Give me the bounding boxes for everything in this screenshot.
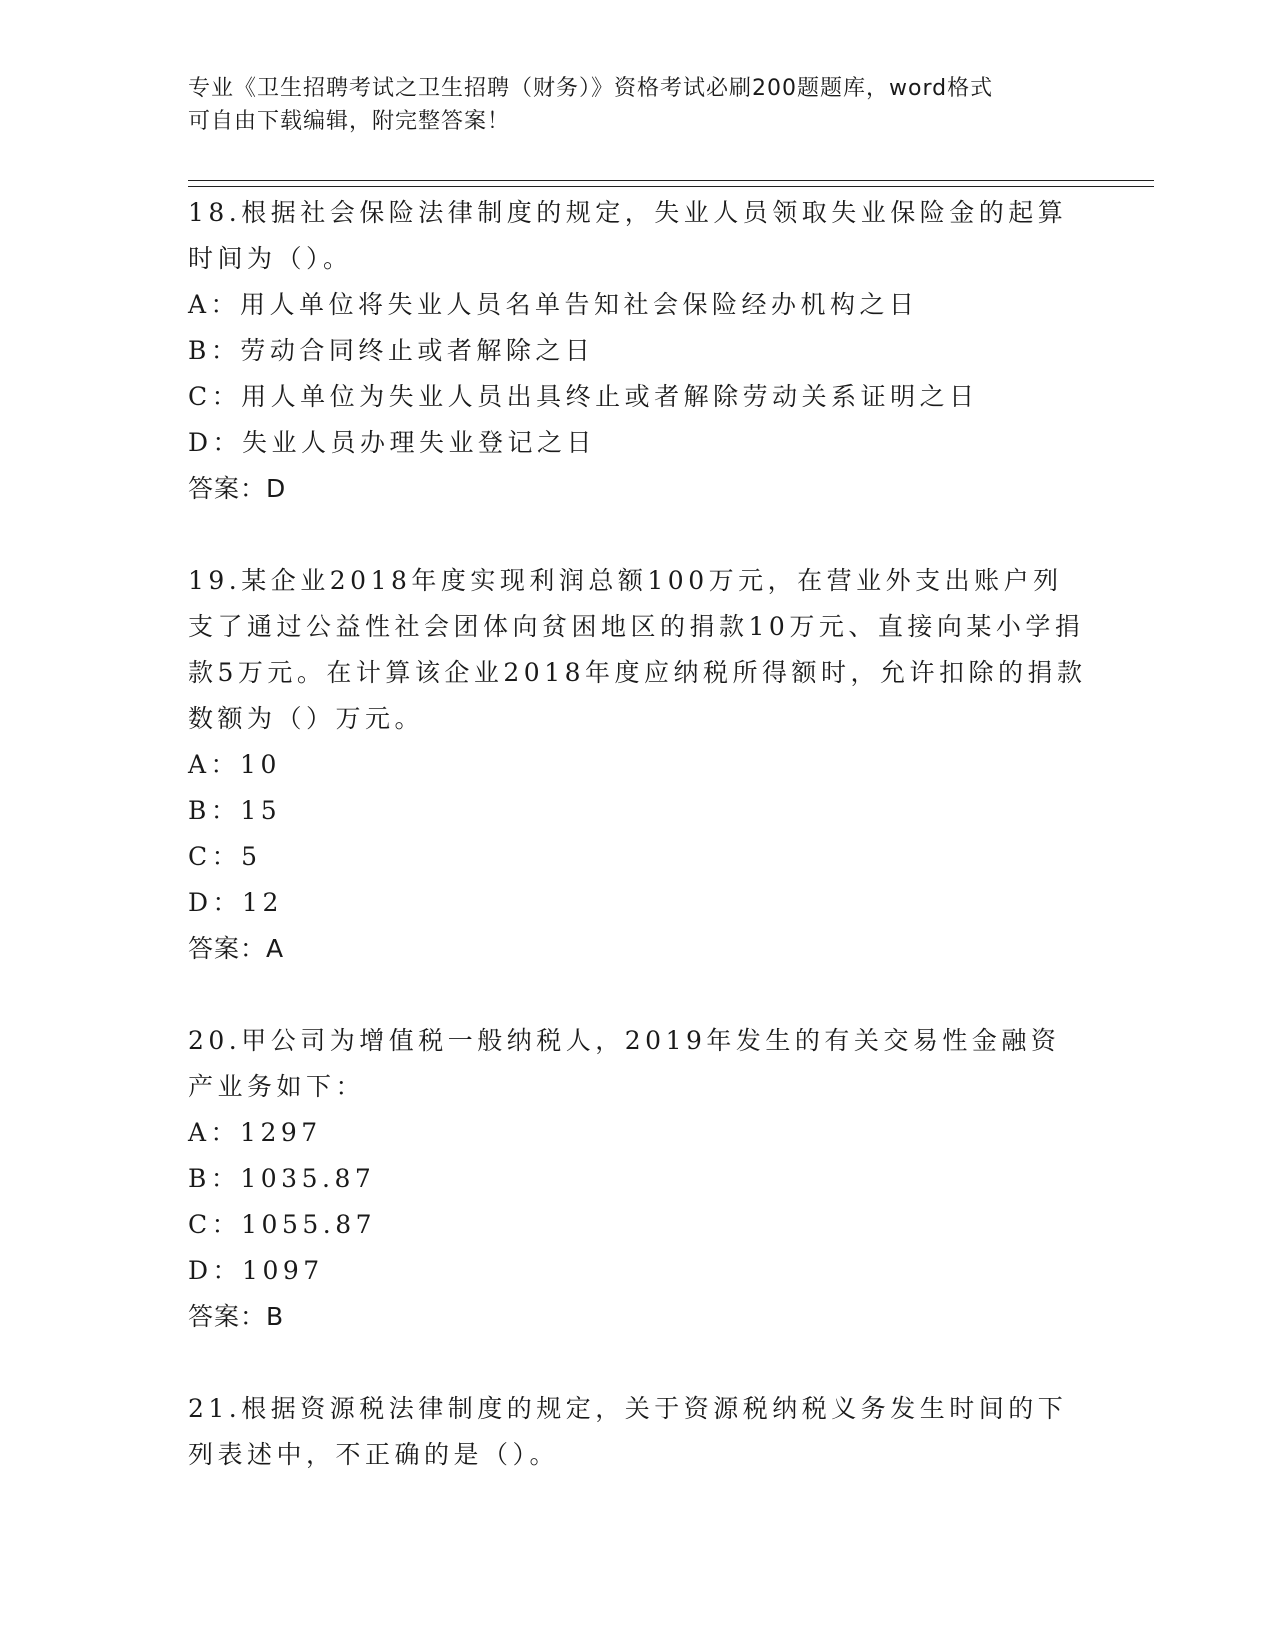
question-stem: 21.根据资源税法律制度的规定，关于资源税纳税义务发生时间的下列表述中，不正确的是（）。 [188,1394,1068,1469]
header-line-2: 可自由下载编辑，附完整答案！ [188,109,511,134]
document-header [188,72,1068,138]
spacer [188,1340,1088,1386]
option-b: B：1035.87 [188,1164,376,1193]
answer: 答案：A [188,934,285,963]
question-stem: 19.某企业2018年度实现利润总额100万元，在营业外支出账户列支了通过公益性社会团体向贫困地区的捐款10万元、直接向某小学捐款5万元。在计算该企业2018年度应纳税所得额时，允许扣除的捐款数额为（）万元。 [188,566,1087,733]
answer: 答案：B [188,1302,285,1331]
question-20 [188,1018,1088,1340]
question-21 [188,1386,1088,1478]
option-b: B：15 [188,796,282,825]
question-stem: 18.根据社会保险法律制度的规定，失业人员领取失业保险金的起算时间为（）。 [188,198,1068,273]
option-c: C：5 [188,842,262,871]
spacer [188,512,1088,558]
header-line-1: 专业《卫生招聘考试之卫生招聘（财务）》资格考试必刷200题题库，word格式 [188,76,994,101]
option-a: A：1297 [188,1118,322,1147]
option-d: D：失业人员办理失业登记之日 [188,428,597,457]
header-divider-top [188,180,1154,181]
option-d: D：1097 [188,1256,324,1285]
question-18 [188,190,1088,512]
question-stem: 20.甲公司为增值税一般纳税人，2019年发生的有关交易性金融资产业务如下： [188,1026,1061,1101]
header-divider-bottom [188,186,1154,187]
option-c: C：1055.87 [188,1210,377,1239]
question-list [188,190,1088,1478]
option-c: C：用人单位为失业人员出具终止或者解除劳动关系证明之日 [188,382,979,411]
option-a: A：用人单位将失业人员名单告知社会保险经办机构之日 [188,290,919,319]
question-19 [188,558,1088,972]
option-b: B：劳动合同终止或者解除之日 [188,336,595,365]
option-d: D：12 [188,888,283,917]
option-a: A：10 [188,750,281,779]
answer: 答案：D [188,474,287,503]
spacer [188,972,1088,1018]
